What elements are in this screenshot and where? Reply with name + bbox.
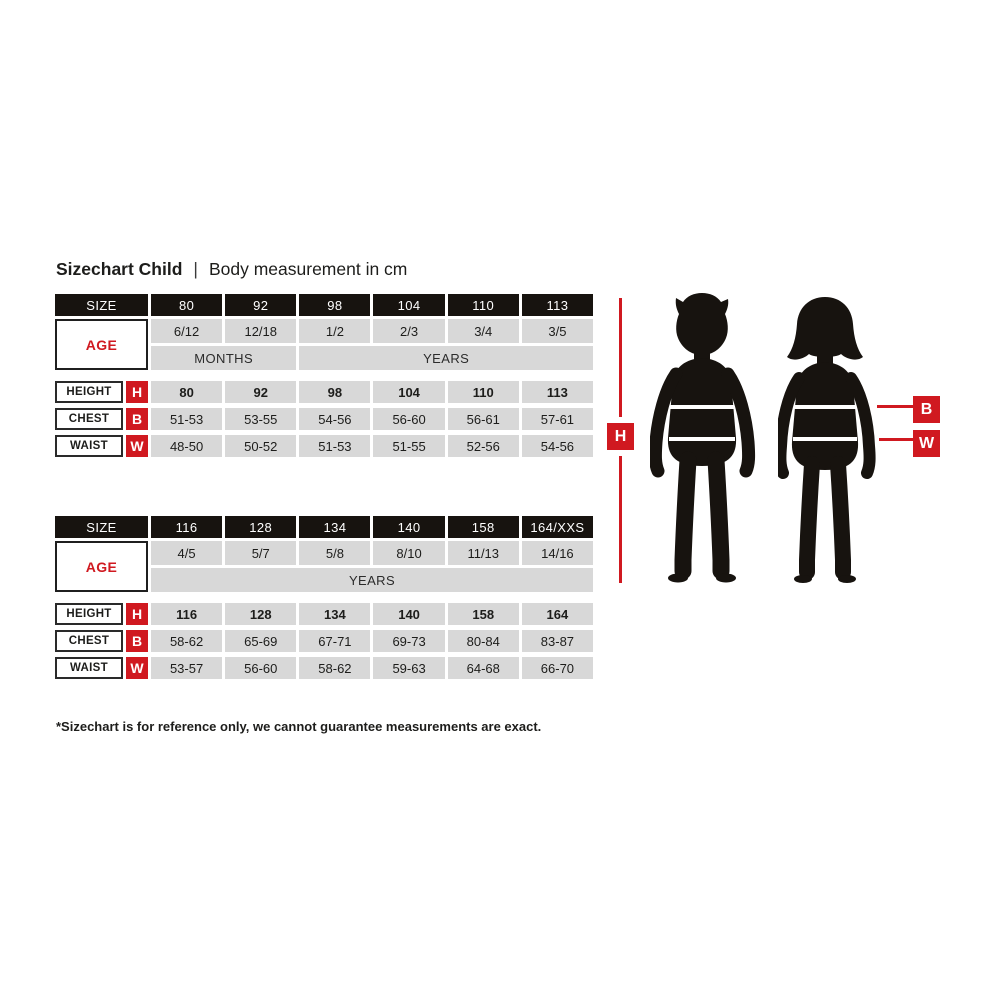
waist-pointer-line [879,438,913,441]
measure-row-label [55,408,148,430]
measure-row-label [55,657,148,679]
age-value: 1/2 [299,319,370,343]
measure-marker-badge: B [126,630,148,652]
measure-marker-badge: B [126,408,148,430]
size-header-label: SIZE [55,516,148,538]
girl-chest-line [794,405,856,409]
measure-value: 83-87 [522,630,593,652]
measure-row-label [55,435,148,457]
measure-value: 92 [225,381,296,403]
girl-silhouette [778,294,886,584]
measure-value: 54-56 [522,435,593,457]
age-value: 8/10 [373,541,444,565]
measure-name: HEIGHT [55,381,123,403]
measure-value: 67-71 [299,630,370,652]
sizechart-table-large-sizes [55,516,593,679]
size-value: 80 [151,294,222,316]
age-unit-label: MONTHS [151,346,296,370]
size-value: 164/XXS [522,516,593,538]
measure-value: 110 [448,381,519,403]
measure-marker-badge: H [126,381,148,403]
measure-value: 59-63 [373,657,444,679]
measure-value: 54-56 [299,408,370,430]
table-measurements-section [55,381,593,457]
table-header-section [55,516,593,592]
size-value: 104 [373,294,444,316]
measure-value: 56-60 [373,408,444,430]
measure-value: 104 [373,381,444,403]
measure-value: 51-55 [373,435,444,457]
title-separator: | [193,259,198,279]
measure-value: 98 [299,381,370,403]
measure-value: 134 [299,603,370,625]
measure-value: 113 [522,381,593,403]
measure-value: 53-57 [151,657,222,679]
measure-value: 158 [448,603,519,625]
age-header-label: AGE [55,541,148,592]
size-value: 98 [299,294,370,316]
measure-name: WAIST [55,657,123,679]
table-measurements-section [55,603,593,679]
measure-value: 52-56 [448,435,519,457]
measure-value: 50-52 [225,435,296,457]
age-value: 6/12 [151,319,222,343]
waist-marker-badge: W [913,430,940,457]
age-value: 3/5 [522,319,593,343]
age-unit-label: YEARS [299,346,593,370]
measure-value: 140 [373,603,444,625]
measure-value: 56-61 [448,408,519,430]
age-value: 11/13 [448,541,519,565]
height-measure-line-top [619,298,622,417]
boy-waist-line [669,437,735,441]
page-title [56,259,407,280]
measure-value: 116 [151,603,222,625]
sizechart-table-small-sizes [55,294,593,457]
size-value: 140 [373,516,444,538]
measure-name: CHEST [55,630,123,652]
measure-row-label [55,603,148,625]
chest-pointer-line [877,405,913,408]
girl-waist-line [793,437,857,441]
measure-row-label [55,381,148,403]
measure-name: HEIGHT [55,603,123,625]
age-value: 2/3 [373,319,444,343]
measure-value: 128 [225,603,296,625]
measure-value: 53-55 [225,408,296,430]
measure-value: 56-60 [225,657,296,679]
table-header-section [55,294,593,370]
size-value: 128 [225,516,296,538]
measure-value: 65-69 [225,630,296,652]
height-marker-badge: H [607,423,634,450]
measure-name: CHEST [55,408,123,430]
measure-row-label [55,630,148,652]
measure-value: 64-68 [448,657,519,679]
age-value: 3/4 [448,319,519,343]
measure-value: 66-70 [522,657,593,679]
height-measure-line-bottom [619,456,622,583]
title-subtitle: Body measurement in cm [208,259,408,279]
size-value: 158 [448,516,519,538]
age-unit-label: YEARS [151,568,593,592]
boy-chest-line [670,405,734,409]
measure-value: 69-73 [373,630,444,652]
measure-marker-badge: H [126,603,148,625]
size-value: 134 [299,516,370,538]
age-header-label: AGE [55,319,148,370]
measure-value: 80 [151,381,222,403]
age-value: 5/8 [299,541,370,565]
age-value: 12/18 [225,319,296,343]
footnote: *Sizechart is for reference only, we cannot guarantee measurements are exact. [56,719,542,734]
measure-value: 48-50 [151,435,222,457]
age-value: 5/7 [225,541,296,565]
size-header-label: SIZE [55,294,148,316]
age-value: 14/16 [522,541,593,565]
measure-marker-badge: W [126,657,148,679]
measure-name: WAIST [55,435,123,457]
measure-value: 51-53 [299,435,370,457]
measure-value: 51-53 [151,408,222,430]
chest-marker-badge: B [913,396,940,423]
size-value: 92 [225,294,296,316]
measure-value: 57-61 [522,408,593,430]
measure-marker-badge: W [126,435,148,457]
size-value: 116 [151,516,222,538]
size-value: 110 [448,294,519,316]
measure-value: 164 [522,603,593,625]
title-main: Sizechart Child [56,259,183,279]
size-value: 113 [522,294,593,316]
measure-value: 58-62 [299,657,370,679]
measure-value: 80-84 [448,630,519,652]
measure-value: 58-62 [151,630,222,652]
age-value: 4/5 [151,541,222,565]
boy-silhouette [650,288,762,584]
